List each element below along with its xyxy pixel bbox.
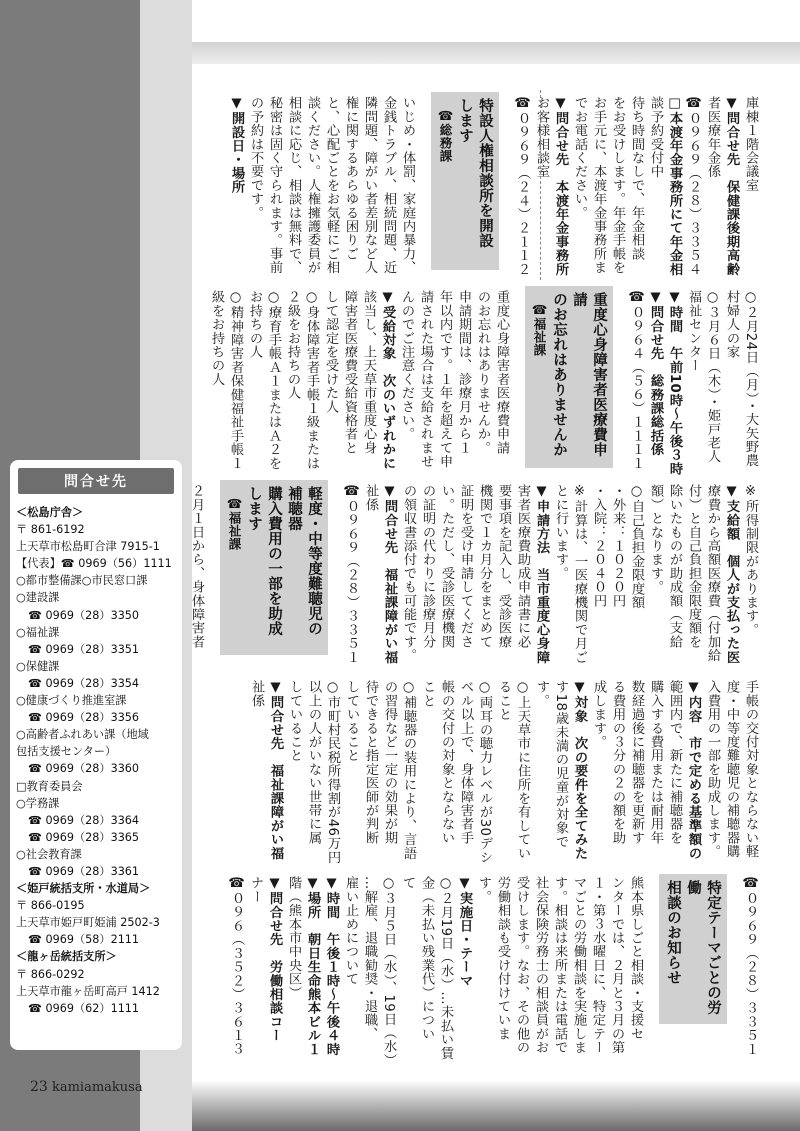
heading-line: 購入費用の一部を助成します <box>246 486 282 636</box>
text-line: て <box>400 876 415 890</box>
contact-line: ○福祉課 <box>16 625 60 639</box>
text-line: こと <box>420 680 435 708</box>
text-line: ☎０９６９（２８）３３５１ <box>344 484 359 664</box>
text-line: お手元に、本渡年金事務所ま <box>591 96 606 275</box>
text-line: ○精神障害者保健福祉手帳１ <box>228 290 243 470</box>
contact-list <box>16 504 176 1017</box>
text-line: 付）と自己負担金限度額を <box>686 484 701 649</box>
text-line: マごとの労働相談を実施しま <box>571 876 586 1055</box>
pension-consultation-text <box>513 96 760 274</box>
contact-line: ○高齢者ふれあい課（地域 <box>16 728 149 742</box>
text-line: 熊本県しごと相談・支援セ <box>628 876 643 1041</box>
text-line: 障害者医療費受給資格者と <box>342 290 357 455</box>
text-line: ○３月５日（水）、19日（水） <box>381 876 396 1067</box>
text-line: す。 <box>534 680 549 708</box>
text-line: ☎０９６９（２４）２１１２ <box>515 96 530 276</box>
text-line: ▼問合せ先 労働相談コー <box>267 876 282 1043</box>
publication-name: kamiamakusa <box>51 1080 143 1095</box>
contact-line: 上天草市松島町合津 7915-1 <box>16 540 160 554</box>
text-line: 労働相談も受け付けていま <box>495 876 510 1041</box>
contact-line: ＜松島庁舎＞ <box>16 506 84 519</box>
contact-line: 【代表】☎ 0969（56）1111 <box>16 557 172 571</box>
text-line: お持ちの人 <box>247 290 262 359</box>
contact-box <box>10 460 182 1050</box>
contact-line: 包括支援センター） <box>16 745 117 759</box>
text-line: ○２月24日（月）・大矢野農 <box>743 290 758 468</box>
text-line: 隣問題、障がい者差別など人 <box>362 96 377 275</box>
text-line: 待ち時間なしで、年金相談 <box>629 96 644 261</box>
text-line: いじめ・体罰、家庭内暴力、 <box>400 96 415 275</box>
text-line: 重度心身障害者医療費申請 <box>494 290 509 455</box>
text-line: ○自己負担金限度額 <box>629 484 644 609</box>
text-line: ○３月６日（木）・姫戸老人 <box>705 290 720 464</box>
text-line: ※計算は、一医療機関で月ご <box>572 484 587 664</box>
contact-line: ☎ 0969（28）3365 <box>28 830 140 844</box>
contact-line: ☎ 0969（28）3360 <box>28 762 140 776</box>
column-separator <box>540 90 541 280</box>
text-line: ※所得制限があります。 <box>743 484 758 637</box>
text-line: していること <box>287 680 302 763</box>
text-line: 該当し、上天草市重度心身 <box>361 290 376 455</box>
text-line: 相談に応じ、相談は無料で、 <box>286 96 301 275</box>
text-line: ○身体障害者手帳１級または <box>304 290 319 470</box>
text-line: 療費から高額医療費（付加給 <box>705 484 720 663</box>
text-line: のお忘れはありませんか。 <box>475 290 490 455</box>
contact-line: ○建設課 <box>16 591 60 605</box>
page-footer <box>30 1079 143 1095</box>
text-line: お客様相談室 <box>534 96 549 179</box>
medical-expense-text <box>207 290 511 468</box>
text-line: でお電話ください。 <box>572 96 587 220</box>
text-line: の証明の代わりに診療月分 <box>420 484 435 649</box>
text-line: 要事項を記入し、受診医療 <box>496 484 511 649</box>
heading-department: ☎福祉課 <box>532 302 547 357</box>
text-line: 申請期間は、診療月から１ <box>456 290 471 455</box>
contact-title: 問合せ先 <box>18 468 174 494</box>
contact-line: ○都市整備課○市民窓口課 <box>16 574 148 588</box>
text-line: ▼受給対象 次のいずれかに <box>380 290 395 470</box>
contact-line: ☎ 0969（28）3351 <box>28 642 140 656</box>
text-line: 階（熊本市中央区） <box>286 876 301 1000</box>
medical-expense-heading <box>525 286 613 468</box>
text-line: ▼問合せ先 保健課後期高齢 <box>724 96 739 276</box>
text-line: ２級をお持ちの人 <box>285 290 300 400</box>
text-line: 機関で１カ月分をまとめて <box>477 484 492 649</box>
contact-line: ＜龍ヶ岳統括支所＞ <box>16 950 117 964</box>
text-line: 数経過後に補聴器を更新す <box>629 680 644 845</box>
text-line: 級をお持ちの人 <box>209 290 224 386</box>
text-line: ○療育手帳Ａ１またはＡ２を <box>266 290 281 470</box>
text-line: １・第３水曜日に、特定テー <box>590 876 605 1055</box>
text-line: 成します。 <box>591 680 606 749</box>
text-line: 手帳の交付対象とならない軽 <box>743 680 758 859</box>
contact-line: ○健康づくり推進室課 <box>16 694 127 708</box>
text-line: の予約は不要です。 <box>248 96 263 220</box>
welfare-contact-text <box>741 876 760 1056</box>
text-line: ナー <box>248 876 263 904</box>
contact-line: 上天草市姫戸町姫浦 2502-3 <box>16 916 160 930</box>
page-number: 23 <box>30 1079 48 1095</box>
text-line: 証明を受け申請してくださ <box>458 484 473 649</box>
text-line: ○両耳の聴力レベルが30デシ <box>477 680 492 864</box>
contact-line: 〒 866-0292 <box>16 967 85 981</box>
text-line: ▼時間 午後１時～午後４時 <box>324 876 339 1056</box>
text-line: ること <box>496 680 511 722</box>
text-line: ▼申請方法 当市重度心身障 <box>534 484 549 664</box>
text-line: す18歳未満の児童が対象で <box>553 680 568 849</box>
text-line: ▼時間 午前10時～午後３時 <box>667 290 682 476</box>
text-line: の領収書添付でも可能です。 <box>401 484 416 663</box>
bottom-gradient-band <box>192 1080 800 1131</box>
text-line: ☎０９６９（２８）３３５１ <box>743 876 758 1056</box>
text-line: んのでご注意ください。 <box>399 290 414 441</box>
text-line: す。 <box>476 876 491 904</box>
text-line: る費用の３分の２の額を助 <box>610 680 625 845</box>
text-line: して認定を受けた人 <box>323 290 338 414</box>
text-line: 請された場合は支給されませ <box>418 290 433 469</box>
text-line: 金銭トラブル、相続問題、近 <box>381 96 396 275</box>
text-line: 村婦人の家 <box>724 290 739 359</box>
text-line: の習得など一定の効果が期 <box>382 680 397 845</box>
text-line: い。ただし、受診医療機関 <box>439 484 454 649</box>
contact-line: ○社会教育課 <box>16 847 82 861</box>
disability-consultation-text <box>627 290 760 476</box>
text-line: 福祉センター <box>686 290 701 373</box>
contact-line: 〒 861-6192 <box>16 523 85 537</box>
text-line: ○上天草市に住所を有してい <box>515 680 530 860</box>
contact-line: ☎ 0969（58）2111 <box>28 933 140 947</box>
text-line: 祉係 <box>249 680 264 708</box>
text-line: 待できると指定医師が判断 <box>363 680 378 845</box>
contact-line: 〒 866-0195 <box>16 899 85 913</box>
heading-line: のお忘れはありませんか <box>551 292 567 457</box>
contact-line: ☎ 0969（28）3354 <box>28 676 140 690</box>
text-line: 者医療年金係 <box>705 96 720 179</box>
hearing-aid-details-text <box>247 680 760 864</box>
heading-line: 相談のお知らせ <box>665 880 681 985</box>
contact-line: ☎ 0969（28）3361 <box>28 864 140 878</box>
text-line: 害者医療費助成申請書に必 <box>515 484 530 649</box>
text-line: していること <box>344 680 359 763</box>
heading-line: 重度心身障害者医療費申請 <box>571 292 607 457</box>
contact-line: ☎ 0969（28）3350 <box>28 608 140 622</box>
heading-line: 特設人権相談所を開設 <box>477 98 493 248</box>
heading-line: 軽度・中等度難聴児の補聴器 <box>286 486 322 636</box>
text-line: ▼問合せ先 本渡年金事務所 <box>553 96 568 276</box>
text-line: 入費用の一部を助成します。 <box>705 680 720 859</box>
heading-line: 特定テーマごとの労働 <box>685 880 721 1015</box>
medical-expense-details-text <box>342 484 760 664</box>
text-line: 庫棟１階会議室 <box>743 96 758 192</box>
text-line: ▼支給額 個人が支払った医 <box>724 484 739 664</box>
contact-line: ☎ 0969（28）3364 <box>28 813 140 827</box>
text-line: ・入院：２０４０円 <box>591 484 606 608</box>
text-line: ○２月19日（水）…未払い賃 <box>438 876 453 1060</box>
labor-consultation-text <box>227 876 645 1067</box>
text-line: 権に関するあらゆる困りご <box>343 96 358 261</box>
text-line: ☎０９６９（２８）３３５４ <box>686 96 701 276</box>
text-line: ○補聴器の装用により、言語 <box>401 680 416 860</box>
text-line: とに行います。 <box>553 484 568 580</box>
hearing-aid-intro-text <box>189 484 206 660</box>
text-line: 度・中等度難聴児の補聴器購 <box>724 680 739 859</box>
text-line: ▼場所 朝日生命熊本ビル１ <box>305 876 320 1056</box>
hearing-aid-heading <box>220 480 328 655</box>
text-line: ▼対象 次の要件を全てみた <box>572 680 587 860</box>
text-line: ☎０９６４（５６）１１１１ <box>629 290 644 470</box>
text-line: 購入する費用または耐用年 <box>648 680 663 845</box>
text-line: 除いたものが助成額（支給 <box>667 484 682 649</box>
contact-line: ☎ 0969（62）1111 <box>28 1001 140 1015</box>
text-line: ２月１日から、身体障害者 <box>189 484 204 649</box>
text-line: 金（未払い残業代）につい <box>419 876 434 1041</box>
text-line: 談ください。人権擁護委員が <box>305 96 320 275</box>
labor-consultation-heading <box>659 874 727 1024</box>
text-line: 雇い止めについて <box>343 876 358 986</box>
text-line: ○市町村民税所得割が46万円 <box>325 680 340 864</box>
contact-line: 上天草市龍ヶ岳町高戸 1412 <box>16 984 160 998</box>
contact-line: ＜姫戸統括支所・水道局＞ <box>16 882 151 896</box>
text-line: 以上の人がいない世帯に属 <box>306 680 321 845</box>
text-line: をお受けします。年金手帳を <box>610 96 625 275</box>
text-line: 祉係 <box>363 484 378 512</box>
human-rights-text <box>227 96 417 274</box>
text-line: ンターでは、２月と３月の第 <box>609 876 624 1055</box>
text-line: 受けします。なお、その他の <box>514 876 529 1055</box>
text-line: 秘密は固く守られます。事前 <box>267 96 282 275</box>
text-line: ▼内容 市で定める基準額の <box>686 680 701 860</box>
text-line: ・外来：１０２０円 <box>610 484 625 608</box>
contact-line: ○保健課 <box>16 659 60 673</box>
text-line: ☎０９６（３５２）３６１３ <box>229 876 244 1056</box>
text-line: 談予約受付中 <box>648 96 663 179</box>
text-line: す。相談は来所または電話で <box>552 876 567 1055</box>
text-line: ▼開設日・場所 <box>229 96 244 194</box>
text-line: ベル以上で、身体障害者手 <box>458 680 473 845</box>
human-rights-heading <box>431 92 499 270</box>
text-line: ▼問合せ先 総務課総括係 <box>648 290 663 457</box>
heading-line: します <box>457 98 473 143</box>
text-line: 帳の交付の対象とならない <box>439 680 454 845</box>
contact-line: □教育委員会 <box>16 779 83 793</box>
text-line: □本渡年金事務所にて年金相 <box>667 96 682 276</box>
contact-line: ☎ 0969（28）3356 <box>28 711 140 725</box>
contact-line: ○学務課 <box>16 796 60 810</box>
text-line: ▼実施日・テーマ <box>457 876 472 988</box>
text-line: 社会保険労務士の相談員がお <box>533 876 548 1055</box>
top-gradient-band <box>192 42 800 64</box>
text-line: と、心配ごとをお気軽にご相 <box>324 96 339 275</box>
heading-department: ☎福祉課 <box>227 496 242 551</box>
heading-department: ☎総務課 <box>438 108 453 163</box>
text-line: 範囲内で、新たに補聴器を <box>667 680 682 845</box>
text-line: ▼問合せ先 福祉課障がい福 <box>382 484 397 664</box>
text-line: 額）となります。 <box>648 484 663 594</box>
text-line: …解雇、退職勧奨・退職、 <box>362 876 377 1041</box>
text-line: ▼問合せ先 福祉課障がい福 <box>268 680 283 860</box>
text-line: 年以内です。１年を超えて申 <box>437 290 452 469</box>
